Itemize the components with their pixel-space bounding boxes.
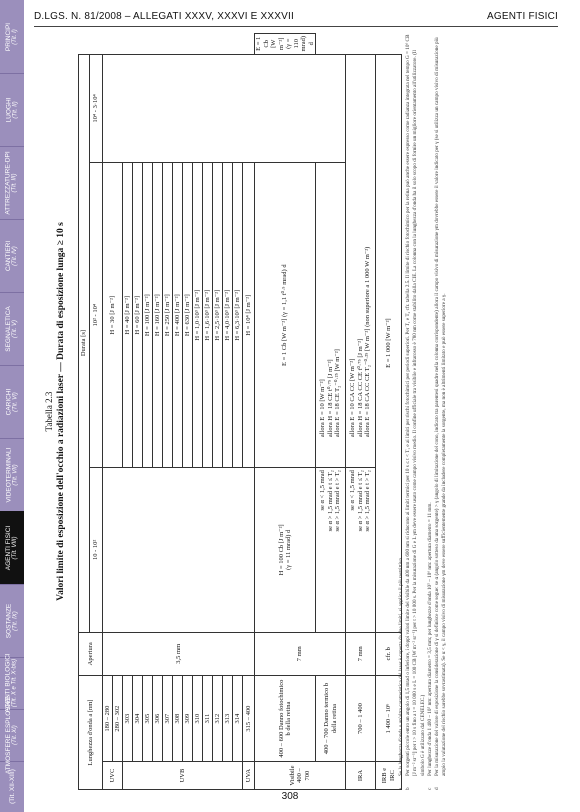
wavelength-cell: 308 xyxy=(173,676,183,762)
note-letter: a xyxy=(398,787,404,790)
laser-limits-table xyxy=(78,33,402,790)
ira-values xyxy=(346,54,376,468)
tab-atmosfere-esplosive[interactable] xyxy=(0,695,24,775)
table-title: Valori limite di esposizione dell'occhio a radiazioni laser — Durata di esposizione lunga ≥ 10 s xyxy=(56,222,66,601)
wavelength-cell: 1 400 – 10⁶ xyxy=(376,676,402,762)
vis-photo-1a: H = 100 Cb [J m⁻²] xyxy=(277,524,285,576)
dur-col-2: 10² - 10⁴ xyxy=(90,163,103,468)
band-uvc: UVC xyxy=(103,762,123,790)
aperture-visible: 7 mm xyxy=(255,632,346,675)
wavelength-cell: 312 xyxy=(213,676,223,762)
uvb-value: H = 160 [J m⁻²] xyxy=(153,163,163,468)
uvb-value: H = 1,0·10³ [J m⁻²] xyxy=(193,163,203,468)
note-text: Per la misurazione del valore di esposizione la considerazione di γ si definisce come segue: se α (angolo sotteso da una sorgente) > γ (angolo di limitazione del cono, indicato tra parentesi quadre nella colonna corrispondente) allora il campo visivo di misurazione γm dovrebbe essere il valore indicato per γ (se si utilizza un campo visivo di misurazione più ampio la valutazione del rischio sarebbe sovrastimata). Se α < γ, il campo visivo di misurazione γm deve essere sufficientemente grande da includere completamente la sorgente, ma non è altrimenti limitato e può essere superiore a γ. xyxy=(434,37,448,776)
tab-sub: (Tit. I) xyxy=(12,28,19,45)
tab-label: CANTIERI xyxy=(5,240,12,271)
uvb-value: H = 4,0·10³ [J m⁻²] xyxy=(223,163,233,468)
tab-label: ATMOSFERE ESPLOSIVE xyxy=(5,695,13,775)
value-line: allora E = 10 [W m⁻²] xyxy=(319,379,327,438)
value-line: allora E = 18 CE T₂⁻⁰·²⁵ [W m⁻²] xyxy=(334,349,342,438)
irb-value: E = 1 000 [W m⁻²] xyxy=(376,54,402,632)
table-caption: Tabella 2.3 xyxy=(44,391,54,432)
uvb-value: H = 60 [J m⁻²] xyxy=(133,163,143,468)
tab-label: CARICHI xyxy=(5,388,13,415)
band-uva: UVA xyxy=(243,762,255,790)
uvb-value: H = 6,3·10³ [J m⁻²] xyxy=(233,163,243,468)
uvb-value: H = 100 [J m⁻²] xyxy=(143,163,153,468)
tab-sub: (Tit. VI) xyxy=(12,391,19,412)
tab-label: PRINCIPI xyxy=(5,22,13,51)
note-text: Se la lunghezza d'onda o un'altra caratteristica del laser è coperta da due limiti, si applica il più restrittivo. xyxy=(398,556,404,776)
page-number: 308 xyxy=(281,791,299,802)
col-wavelength-header: Lunghezza d'onda a [nm] xyxy=(79,676,103,790)
tab-sub: (Tit. VII) xyxy=(12,463,18,486)
cond-line: se α > 1,5 mrad e t ≤ T₂ xyxy=(326,470,334,532)
uvb-value: H = 400 [J m⁻²] xyxy=(173,163,183,468)
tab-label: SOSTANZE xyxy=(5,603,12,638)
tab-attrezzature[interactable] xyxy=(0,146,24,220)
wavelength-cell: 180 – 280 xyxy=(103,676,113,762)
vis-photo-1 xyxy=(255,468,316,633)
tab-sub: (Tit. VIII) xyxy=(12,536,19,559)
tab-segnaletica[interactable] xyxy=(0,292,24,366)
cond-line: se α > 1,5 mrad e t ≤ T₂ xyxy=(356,470,364,532)
dur-col-3: 10⁴ - 3·10⁴ xyxy=(90,54,103,163)
vis-thermal-cond xyxy=(316,468,346,633)
tab-sub: (Tit. II) xyxy=(12,100,19,119)
tab-sostanze[interactable] xyxy=(0,584,24,658)
note xyxy=(434,33,448,790)
header-title: D.LGS. N. 81/2008 – ALLEGATI XXXV, XXXVI E XXXVII xyxy=(34,11,294,22)
wavelength-cell: 311 xyxy=(203,676,213,762)
tab-sub: (Tit. XI) xyxy=(12,725,19,745)
cond-line: se α < 1,5 mrad xyxy=(319,470,327,511)
uvb-value: H = 630 [J m⁻²] xyxy=(183,163,193,468)
wavelength-cell: 303 xyxy=(123,676,133,762)
wavelength-cell: 305 xyxy=(143,676,153,762)
wavelength-cell: 313 xyxy=(223,676,233,762)
note-letter: c xyxy=(426,787,433,790)
tab-luoghi[interactable] xyxy=(0,73,24,147)
empty-cell xyxy=(103,54,346,163)
table-notes xyxy=(398,33,448,790)
tab-titoli-xii-xiii[interactable] xyxy=(0,761,24,812)
wavelength-cell: 304 xyxy=(133,676,143,762)
note xyxy=(427,33,434,790)
tab-label: VIDEOTERMINALI xyxy=(5,447,12,502)
rotated-table-page xyxy=(42,33,557,790)
value-line: allora H = 18 CA CC CE t⁰·⁷⁵ [J m⁻²] xyxy=(356,338,364,438)
wavelength-cell: 400 – 700 Danno termico b della retina xyxy=(316,676,346,762)
uvb-value: H = 1,6·10³ [J m⁻²] xyxy=(203,163,213,468)
tab-cantieri[interactable] xyxy=(0,219,24,293)
wavelength-cell: 280 – 302 xyxy=(113,676,123,762)
note-text: Per lunghezze d'onda 1 400 – 10⁵ nm: apertura diametro = 3,5 mm; per lunghezze d'onda 10⁵ – 10⁶ nm: apertura diametro = 11 mm. xyxy=(426,502,433,776)
aperture-irb: cfr. b xyxy=(376,632,402,675)
wavelength-cell: 315 – 400 xyxy=(243,676,255,762)
tab-sub: (Tit. X e Tit. X-bis) xyxy=(12,658,19,708)
tab-label: SEGNALETICA xyxy=(5,305,13,352)
band-ira: IRA xyxy=(346,762,376,790)
uva-value: H = 10⁴ [J m⁻²] xyxy=(243,163,255,468)
value-line: allora H = 18 CE t⁰·⁷⁵ [J m⁻²] xyxy=(326,359,334,438)
uvb-value: H = 250 [J m⁻²] xyxy=(163,163,173,468)
cond-line: se α > 1,5 mrad e t > T₂ xyxy=(334,470,342,532)
band-irb: IRB e IRC xyxy=(376,762,402,790)
col-aperture-header: Apertura xyxy=(79,632,103,675)
tab-videoterminali[interactable] xyxy=(0,438,24,512)
wavelength-cell: 307 xyxy=(163,676,173,762)
tab-carichi[interactable] xyxy=(0,365,24,439)
ira-cond xyxy=(346,468,376,633)
tab-label: ATTREZZATURE-DPI xyxy=(5,150,12,215)
band-uvb: UVB xyxy=(123,762,243,790)
note-letter: b xyxy=(405,787,412,790)
vis-thermal-values xyxy=(316,54,346,468)
aperture-ira: 7 mm xyxy=(346,632,376,675)
empty-cell xyxy=(103,468,255,633)
dur-col-1: 10 - 10² xyxy=(90,468,103,633)
tab-agenti-fisici[interactable] xyxy=(0,511,24,585)
value-line: allora E = 10 CA CC [W m⁻²] xyxy=(349,358,357,438)
cond-line: se α < 1,5 mrad xyxy=(349,470,357,511)
tab-sub: (Tit. III) xyxy=(12,173,18,192)
cond-line: se α > 1,5 mrad e t > T₂ xyxy=(364,470,372,532)
tab-label: AGENTI BIOLOGICI xyxy=(5,653,13,713)
vis-photo-3a: E = 1 Cb [W m⁻²] xyxy=(255,36,285,51)
tab-sub: (Tit. IV) xyxy=(12,245,18,266)
vis-photo-2: E = 1 Cb [W m⁻²] (γ = 1,1 t⁰·⁵ mrad) d xyxy=(255,163,316,468)
note-text: Per sorgenti piccole entro un angolo di 1,5 mrad o inferiore, i doppi valori limite del visibile da 400 nm a 600 nm si riducono ai limiti termici per 10 s ≤ t < T₁ e ai limiti per rischi fotochimici per periodi superiori. Per T₁ e T₂ cfr. tabella 2.5. Il limite di rischio fotochimico per la retina può anche essere espresso come radianza integrata nel tempo G = 10⁶ CB [J m⁻² sr⁻¹] per t > 10 s fino a t = 10 000 s e L = 100 CB [W m⁻² sr⁻¹] per t > 10 000 s. Per la misurazione di G e L γm deve essere usato come campo visivo medio. Il confine ufficiale tra visibile e infrarosso è 780 nm come stabilito dalla CIE. La colonna con la lunghezza d'onda ha il solo scopo di fornire un migliore orientamento all'utilizzatore. (Il simbolo G è utilizzato dal CENELEC.) xyxy=(405,34,426,776)
uvc-value: H = 30 [J m⁻²] xyxy=(103,163,123,468)
wavelength-cell: 400 – 600 Danno fotochimico b della retina xyxy=(255,676,316,762)
wavelength-cell: 310 xyxy=(193,676,203,762)
header-section: AGENTI FISICI xyxy=(487,11,558,22)
sidebar xyxy=(0,0,24,812)
uvb-value: H = 40 [J m⁻²] xyxy=(123,163,133,468)
tab-sub: (Tit. V) xyxy=(12,319,19,338)
col-duration-header: Durata [s] xyxy=(79,54,90,632)
page-header xyxy=(34,10,558,27)
vis-photo-1b: (γ = 11 mrad) d xyxy=(285,529,292,570)
tab-principi[interactable] xyxy=(0,0,24,74)
tab-label: LUOGHI xyxy=(5,97,13,122)
tab-label: AGENTI FISICI xyxy=(5,525,13,570)
value-line: allora E = 18 CA CC CE T₂⁻⁰·²⁵ [W m⁻²] (non superiore a 1 000 W m⁻²) xyxy=(364,246,372,438)
vis-photo-3 xyxy=(255,34,316,55)
aperture-uv: 3,5 mm xyxy=(103,632,255,675)
wavelength-cell: 314 xyxy=(233,676,243,762)
wavelength-cell: 700 – 1 400 xyxy=(346,676,376,762)
tab-sub: (Tit. IX) xyxy=(12,610,18,631)
note-letter: d xyxy=(434,787,441,790)
uvb-value: H = 2,5·10³ [J m⁻²] xyxy=(213,163,223,468)
tab-label: (Tit. XII-XIII) xyxy=(8,769,16,804)
wavelength-cell: 309 xyxy=(183,676,193,762)
vis-photo-3b: (γ = 110 mrad) d xyxy=(285,35,315,52)
note xyxy=(405,33,427,790)
band-visible: Visibile 400 – 700 xyxy=(255,762,346,790)
wavelength-cell: 306 xyxy=(153,676,163,762)
